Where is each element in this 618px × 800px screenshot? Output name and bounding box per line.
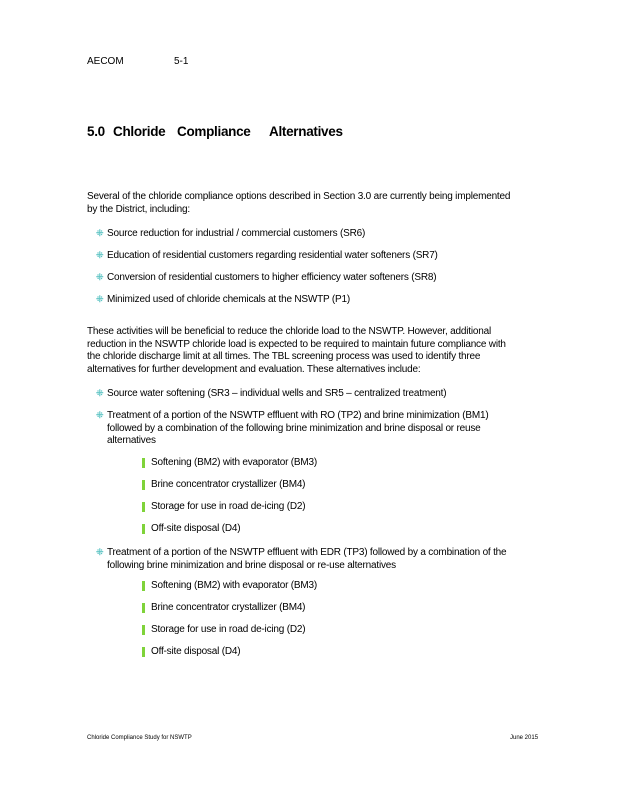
green-bullet-icon (142, 625, 145, 635)
section-title-word-2: Compliance (177, 124, 251, 139)
header-page-number: 5-1 (174, 56, 189, 67)
section-title-word-3: Alternatives (269, 124, 343, 139)
list-item: ⁜ Source reduction for industrial / commercial customers (SR6) (96, 228, 366, 239)
bullet-icon: ⁜ (96, 388, 104, 398)
bullet-icon: ⁜ (96, 272, 104, 282)
section-number: 5.0 (87, 124, 105, 139)
sub-list-item: Off-site disposal (D4) (142, 523, 240, 534)
footer-doc-title: Chloride Compliance Study for NSWTP (87, 735, 192, 741)
alternative-item: ⁜ Treatment of a portion of the NSWTP effluent with EDR (TP3) followed by a combination of the following brine minimization and brine disposal or re-use alternatives (96, 547, 507, 571)
list-item: ⁜ Education of residential customers regarding residential water softeners (SR7) (96, 250, 438, 261)
bullet-icon: ⁜ (96, 410, 104, 420)
paragraph-line: reduction in the NSWTP chloride load is expected to be required to maintain future compliance with (87, 338, 506, 350)
section-title-word-1: Chloride (113, 124, 166, 139)
intro-line: Several of the chloride compliance options described in Section 3.0 are currently being implemented (87, 191, 511, 202)
green-bullet-icon (142, 603, 145, 613)
bullet-icon: ⁜ (96, 547, 104, 557)
header-company: AECOM (87, 56, 124, 67)
paragraph-line: the chloride discharge limit at all times. The TBL screening process was used to identify three (87, 351, 481, 362)
intro-line: by the District, including: (87, 203, 190, 215)
sub-list-item: Storage for use in road de-icing (D2) (142, 501, 305, 512)
sub-list-item: Off-site disposal (D4) (142, 646, 240, 657)
sub-list-item: Softening (BM2) with evaporator (BM3) (142, 580, 317, 591)
bullet-icon: ⁜ (96, 228, 104, 238)
green-bullet-icon (142, 458, 145, 468)
bullet-icon: ⁜ (96, 250, 104, 260)
sub-list-item: Brine concentrator crystallizer (BM4) (142, 602, 305, 613)
sub-list-item: Storage for use in road de-icing (D2) (142, 624, 305, 635)
alternative-item: ⁜ Treatment of a portion of the NSWTP effluent with RO (TP2) and brine minimization (BM1) followed by a combination of the following brine minimization and brine disposal or reuse alternatives (96, 410, 489, 446)
green-bullet-icon (142, 524, 145, 534)
green-bullet-icon (142, 480, 145, 490)
sub-list-item: Brine concentrator crystallizer (BM4) (142, 479, 305, 490)
intro-paragraph (87, 191, 537, 216)
green-bullet-icon (142, 647, 145, 657)
list-item: ⁜ Conversion of residential customers to higher efficiency water softeners (SR8) (96, 272, 437, 283)
list-item: ⁜ Minimized used of chloride chemicals at the NSWTP (P1) (96, 294, 350, 305)
paragraph-line: These activities will be beneficial to reduce the chloride load to the NSWTP. However, additional (87, 326, 491, 337)
footer-date: June 2015 (510, 735, 539, 741)
green-bullet-icon (142, 502, 145, 512)
paragraph-line: alternatives for further development and evaluation. These alternatives include: (87, 363, 421, 375)
sub-list-item: Softening (BM2) with evaporator (BM3) (142, 457, 317, 468)
bullet-icon: ⁜ (96, 294, 104, 304)
section-title (87, 124, 343, 139)
alternative-item: ⁜ Source water softening (SR3 – individual wells and SR5 – centralized treatment) (96, 388, 447, 399)
body-paragraph (87, 326, 537, 376)
green-bullet-icon (142, 581, 145, 591)
